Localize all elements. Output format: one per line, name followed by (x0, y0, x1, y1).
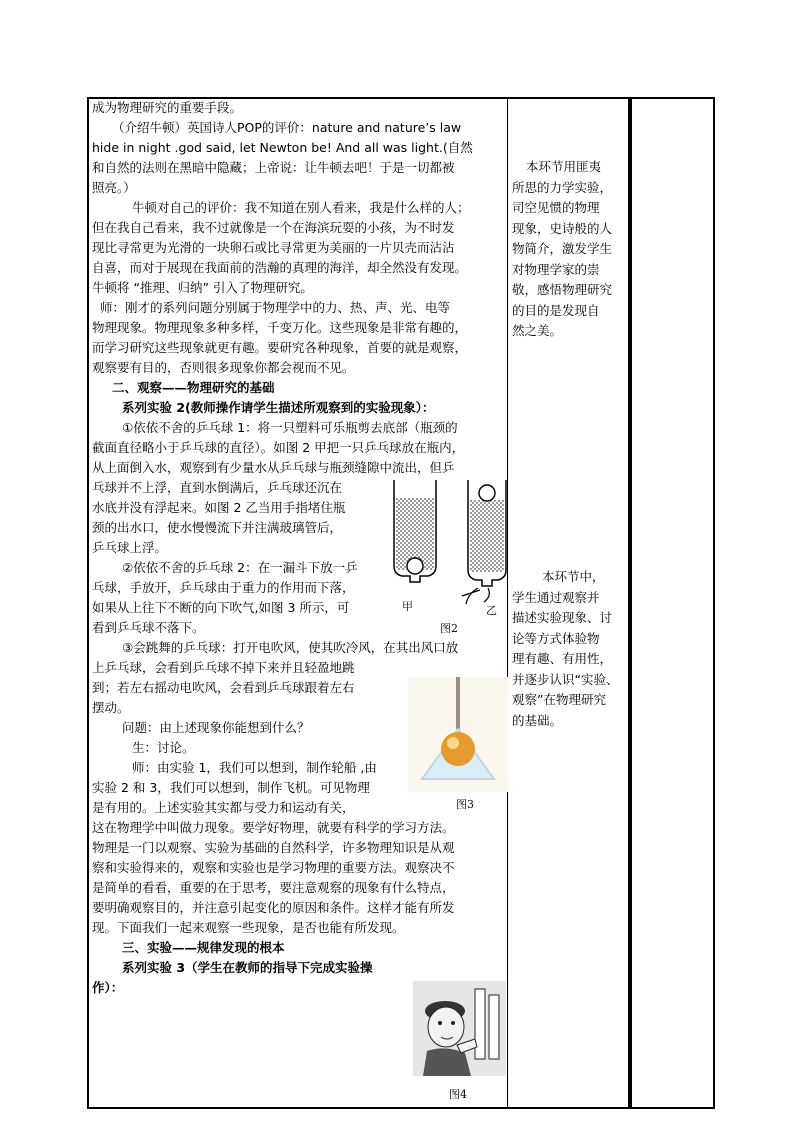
text-line: 如果从上往下不断的向下吹气,如图 3 所示，可 (92, 600, 350, 615)
text-line: 从上面倒入水，观察到有少量水从乒乓球与瓶颈缝隙中流出，但乒 (92, 460, 455, 475)
side-note-line: 的目的是发现自 (512, 302, 600, 318)
text-line: 现比寻常更为光滑的一块卵石或比寻常更为美丽的一片贝壳而沾沾 (92, 240, 455, 255)
text-line: 这在物理学中叫做力现象。要学好物理，就要有科学的学习方法。 (92, 820, 455, 835)
text-line: 察和实验得来的，观察和实验也是学习物理的重要方法。观察决不 (92, 860, 455, 875)
text-line: 物理现象。物理现象多种多样，千变万化。这些现象是非常有趣的， (92, 320, 468, 335)
text-line: 乓球，手放开，乒乓球由于重力的作用而下落， (92, 580, 355, 595)
text-line: 但在我自己看来，我不过就像是一个在海滨玩耍的小孩，为不时发 (92, 220, 455, 235)
side-note-line: 物简介，激发学生 (512, 241, 613, 256)
figure-4-caption: 图4 (449, 1088, 467, 1101)
figure-2-caption: 图2 (440, 622, 458, 635)
text-line: 水底并没有浮起来。如图 2 乙当用手指堵住瓶 (92, 500, 346, 515)
text-line: 观察要有目的，否则很多现象你都会视而不见。 (92, 360, 355, 375)
figure-3-illustration (408, 677, 508, 792)
text-line: 实验 2 和 3，我们可以想到，制作飞机。可见物理 (92, 780, 370, 795)
text-line: 照亮。） (92, 180, 136, 195)
text-line: 乒乓球上浮。 (92, 540, 168, 555)
text-line: 而学习研究这些现象就更有趣。要研究各种现象，首要的就是观察， (92, 340, 468, 355)
side-note-line: 的基础。 (512, 712, 563, 728)
text-line: ①依依不舍的乒乓球 1：将一只塑料可乐瓶剪去底部（瓶颈的 (122, 420, 458, 435)
side-note-line: 理有趣、有用性， (512, 651, 613, 666)
text-line: 师：刚才的系列问题分别属于物理学中的力、热、声、光、电等 (100, 300, 451, 315)
text-line: 二、观察——物理研究的基础 (112, 380, 275, 395)
figure-2-label-b: 乙 (486, 604, 497, 617)
text-line: 要明确观察目的，并注意引起变化的原因和条件。这样才能有所发 (92, 900, 455, 915)
text-line: hide in night .god said, let Newton be! And all was light.(自然 (92, 140, 473, 155)
text-line: 摆动。 (92, 700, 130, 715)
text-line: 作）： (92, 980, 124, 995)
figure-2-label-a: 甲 (402, 600, 413, 613)
side-note-2 (512, 567, 624, 731)
text-line: 上乒乓球，会看到乒乓球不掉下来并且轻盈地跳 (92, 660, 355, 675)
side-note-line: 然之美。 (512, 323, 563, 338)
side-note-1 (512, 157, 624, 342)
text-line: 和自然的法则在黑暗中隐藏；上帝说：让牛顿去吧！于是一切都被 (92, 160, 455, 175)
text-line: 截面直径略小于乒乓球的直径）。如图 2 甲把一只乒乓球放在瓶内， (92, 440, 465, 455)
table-right-border (713, 97, 715, 1109)
text-line: 乓球并不上浮，直到水倒满后，乒乓球还沉在 (92, 480, 343, 495)
side-note-line: 敬，感悟物理研究 (512, 282, 613, 297)
side-note-line: 司空见惯的物理 (512, 200, 600, 215)
figure-4-illustration (413, 981, 506, 1076)
side-note-line: 观察”在物理研究 (512, 692, 606, 707)
side-note-line: 本环节用匪夷 (526, 159, 602, 174)
side-note-line: 并逐步认识“实验、 (512, 671, 619, 687)
text-line: 物理是一门以观察、实验为基础的自然科学，许多物理知识是从观 (92, 840, 455, 855)
text-line: 三、实验——规律发现的根本 (122, 940, 285, 955)
text-line: 成为物理研究的重要手段。 (92, 100, 243, 115)
text-line: 生：讨论。 (132, 740, 195, 755)
side-note-line: 现象，史诗般的人 (512, 220, 613, 236)
text-line: 是有用的。上述实验其实都与受力和运动有关， (92, 800, 355, 815)
side-note-line: 所思的力学实验， (512, 179, 613, 195)
text-line: （介绍牛顿）英国诗人POP的评价：nature and nature’s law (112, 120, 462, 135)
side-note-line: 本环节中， (542, 569, 605, 584)
table-top-border-right (630, 97, 715, 99)
text-line: 到；若左右摇动电吹风，会看到乒乓球跟着左右 (92, 680, 355, 695)
text-line: 自喜，而对于展现在我面前的浩瀚的真理的海洋，却全然没有发现。 (92, 260, 468, 275)
side-note-line: 论等方式体验物 (512, 630, 600, 646)
text-line: 牛顿将 “推理、归纳” 引入了物理研究。 (92, 280, 313, 295)
text-line: 现。下面我们一起来观察一些现象，是否也能有所发现。 (92, 920, 405, 935)
table-bottom-border-right (630, 1107, 715, 1109)
side-note-line: 描述实验现象、讨 (512, 610, 613, 625)
figure-3-caption: 图3 (456, 798, 474, 811)
text-line: 问题：由上述现象你能想到什么？ (122, 720, 310, 735)
text-line: 牛顿对自己的评价：我不知道在别人看来，我是什么样的人； (132, 200, 470, 215)
text-line: ③会跳舞的乒乓球：打开电吹风，使其吹冷风，在其出风口放 (122, 640, 459, 655)
text-line: 是简单的看看，重要的在于思考，要注意观察的现象有什么特点， (92, 880, 455, 895)
text-line: 看到乒乓球不落下。 (92, 620, 205, 635)
text-line: 颈的出水口，使水慢慢流下并注满玻璃管后， (92, 520, 343, 535)
side-note-line: 对物理学家的崇 (512, 261, 600, 277)
text-line: ②依依不舍的乒乓球 2：在一漏斗下放一乒 (122, 560, 358, 575)
text-line: 系列实验 2(教师操作请学生描述所观察到的实验现象）： (122, 400, 435, 415)
text-line: 系列实验 3（学生在教师的指导下完成实验操 (122, 960, 373, 975)
side-note-line: 学生通过观察并 (512, 589, 600, 605)
column-divider-2 (630, 97, 632, 1109)
text-line: 师：由实验 1，我们可以想到，制作轮船 ,由 (132, 760, 377, 775)
